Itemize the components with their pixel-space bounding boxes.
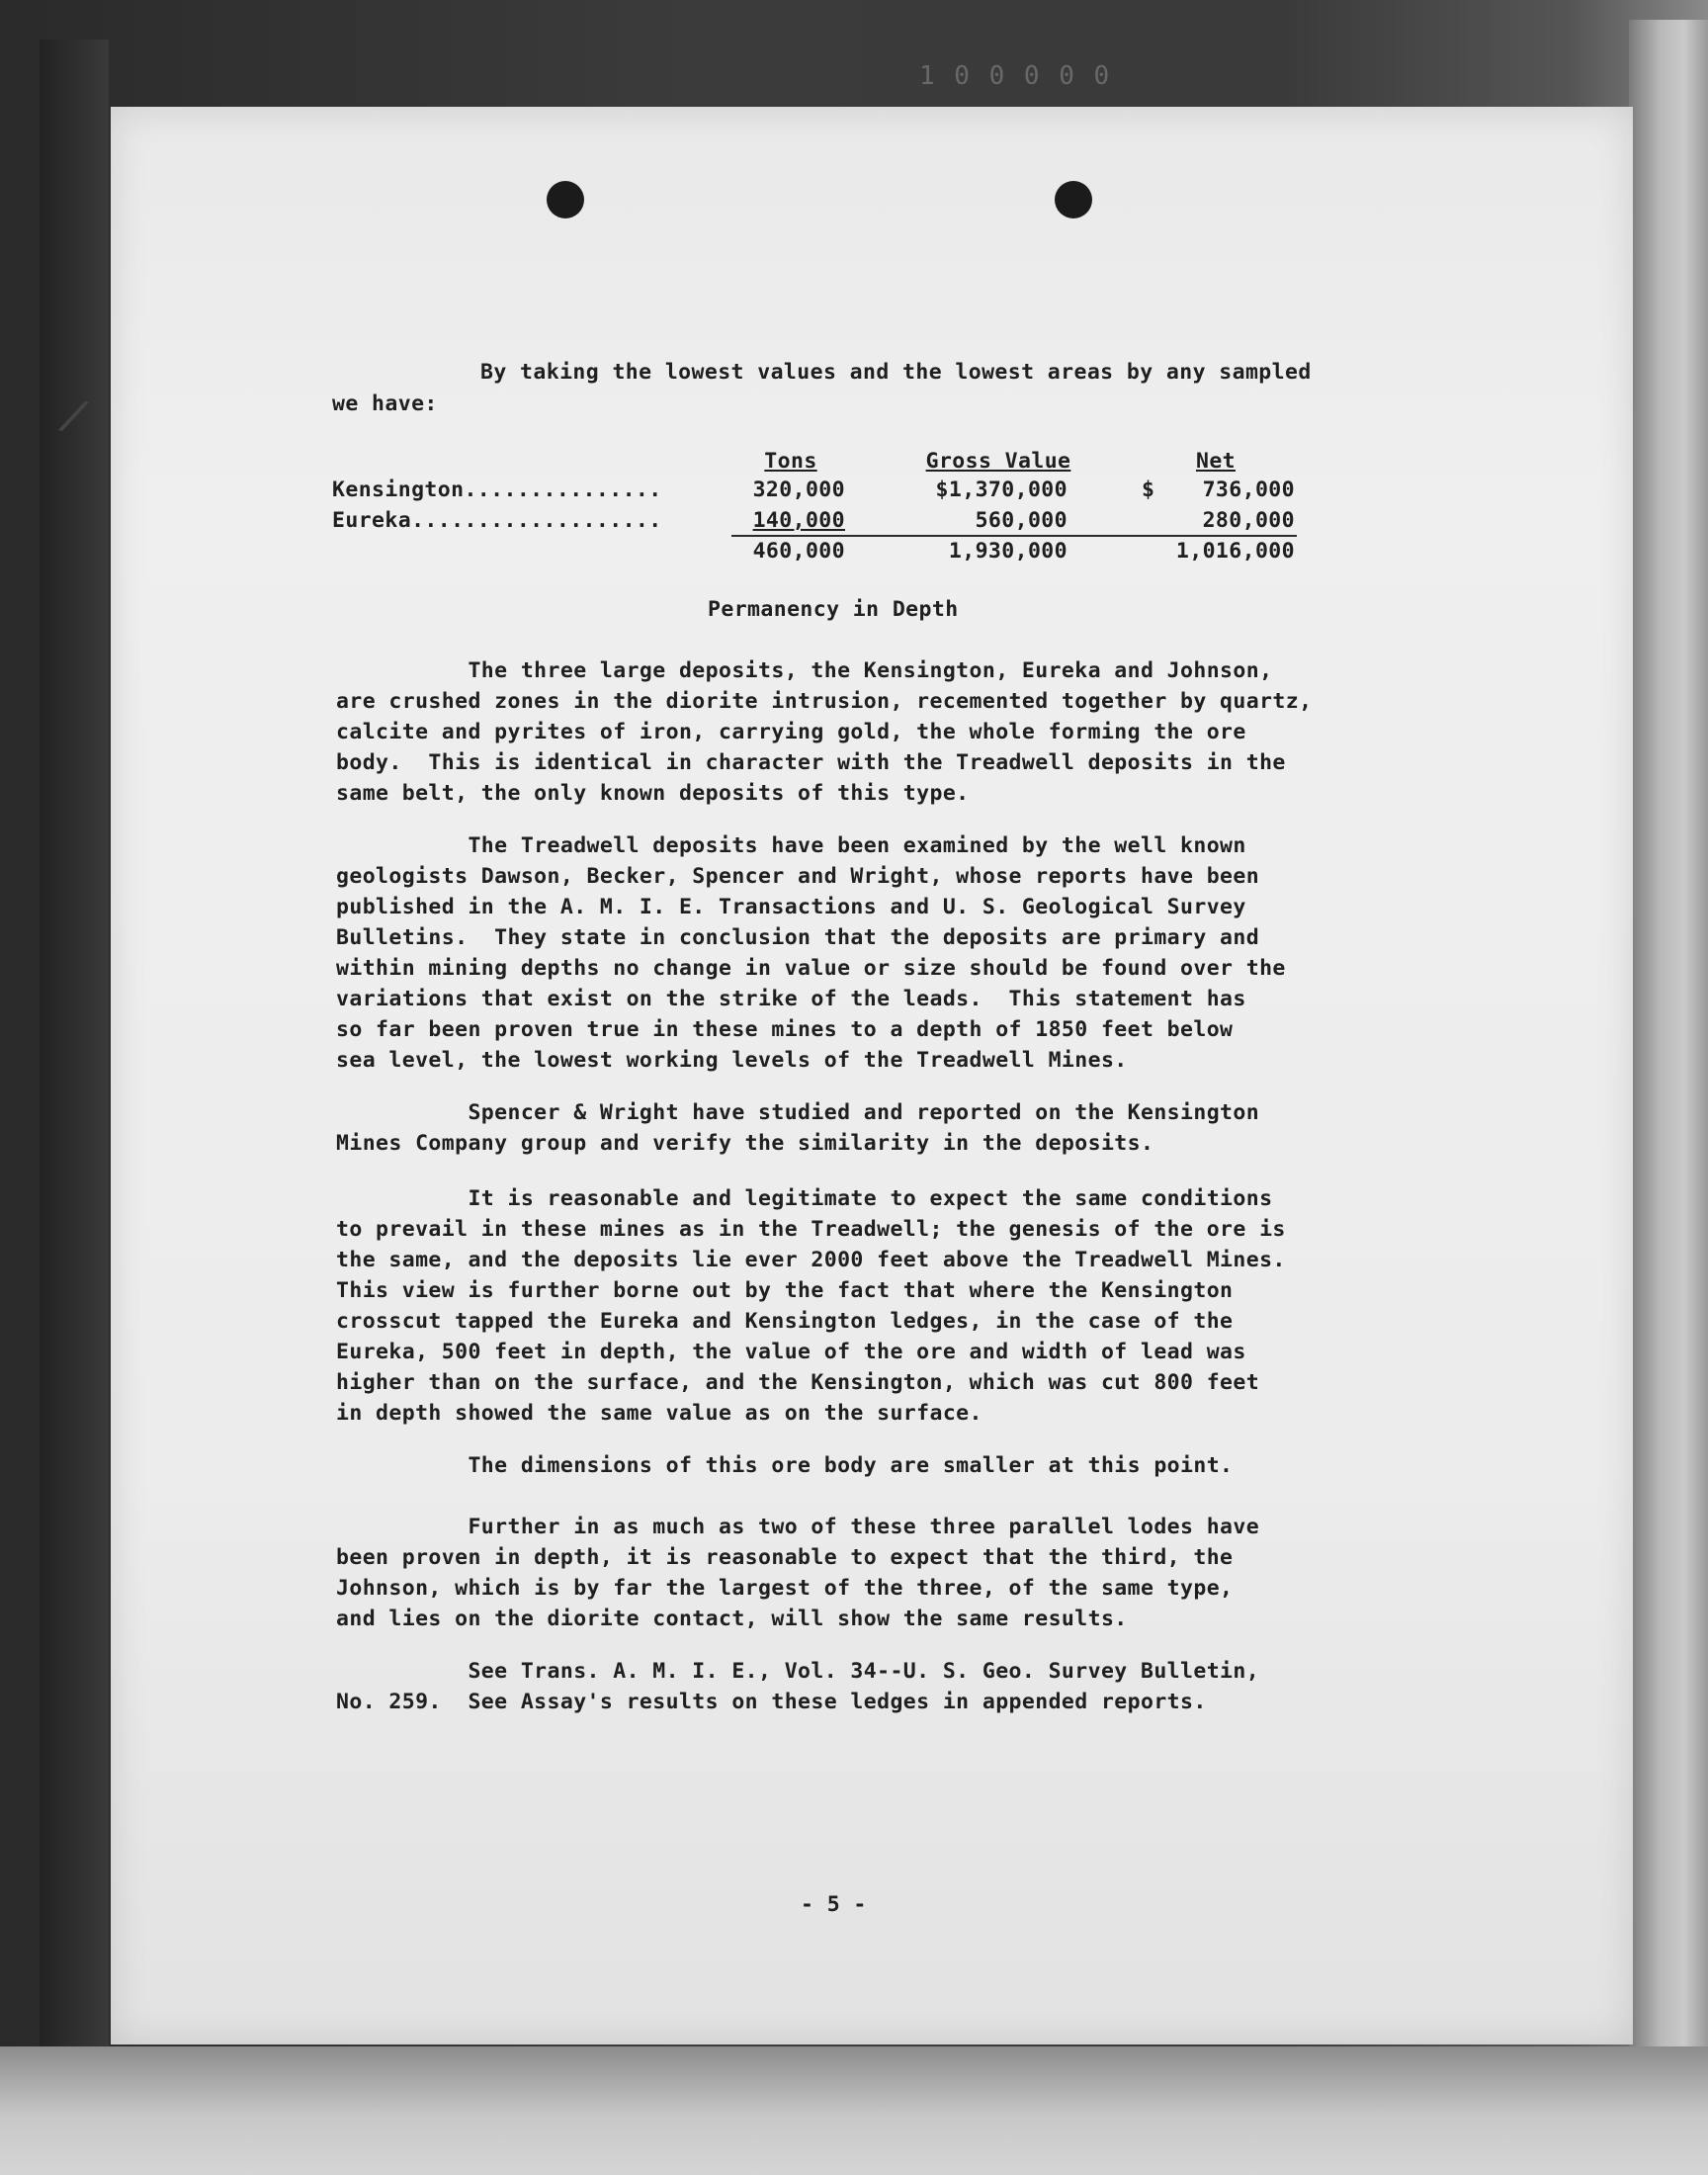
paragraph-line: body. This is identical in character with the Treadwell deposits in the (336, 750, 1286, 775)
intro-line-1: By taking the lowest values and the lowest areas by any sampled (480, 360, 1312, 385)
punch-hole-left (547, 181, 584, 218)
table-total-tons: 460,000 (752, 539, 845, 564)
scan-right-edge (1629, 20, 1708, 2175)
table-row-label: Eureka................... (332, 508, 662, 533)
paragraph-line: sea level, the lowest working levels of the Treadwell Mines. (336, 1048, 1128, 1073)
paragraph-line: within mining depths no change in value or size should be found over the (336, 956, 1286, 981)
paragraph-line: higher than on the surface, and the Kensington, which was cut 800 feet (336, 1370, 1260, 1395)
paragraph-line: and lies on the diorite contact, will show the same results. (336, 1607, 1128, 1631)
table-total-net: 1,016,000 (1175, 539, 1295, 564)
table-total-gross: 1,930,000 (948, 539, 1068, 564)
paragraph-line: Johnson, which is by far the largest of the three, of the same type, (336, 1576, 1234, 1601)
table-total-rule (731, 535, 1297, 537)
paragraph-line: Bulletins. They state in conclusion that the deposits are primary and (336, 925, 1260, 950)
table-row-label: Kensington............... (332, 478, 662, 502)
punch-hole-right (1055, 181, 1092, 218)
paragraph-line: The dimensions of this ore body are smaller at this point. (336, 1453, 1234, 1478)
paragraph-line: calcite and pyrites of iron, carrying gold, the whole forming the ore (336, 720, 1246, 744)
intro-line-2: we have: (332, 392, 438, 416)
paragraph-line: Mines Company group and verify the similarity in the deposits. (336, 1131, 1154, 1156)
bleed-through-text: 1 0 0 0 0 0 (919, 61, 1112, 91)
margin-mark: / (53, 388, 95, 444)
table-header-gross-value: Gross Value (925, 449, 1071, 474)
paragraph-line: so far been proven true in these mines to a depth of 1850 feet below (336, 1017, 1234, 1042)
table-header-tons: Tons (764, 449, 817, 474)
paragraph-line: published in the A. M. I. E. Transactions and U. S. Geological Survey (336, 895, 1246, 919)
page-number: - 5 - (801, 1892, 867, 1917)
section-title: Permanency in Depth (708, 597, 959, 622)
paragraph-line: Further in as much as two of these three parallel lodes have (336, 1515, 1260, 1539)
table-cell-gross: 560,000 (975, 508, 1068, 533)
paragraph-line: Spencer & Wright have studied and reported on the Kensington (336, 1100, 1260, 1125)
table-cell-net: 280,000 (1202, 508, 1295, 533)
paragraph-line: The Treadwell deposits have been examined by the well known (336, 833, 1246, 858)
paragraph-line: See Trans. A. M. I. E., Vol. 34--U. S. Geo. Survey Bulletin, (336, 1659, 1260, 1684)
table-cell-net: 736,000 (1202, 478, 1295, 502)
paragraph-line: to prevail in these mines as in the Treadwell; the genesis of the ore is (336, 1217, 1286, 1242)
paragraph-line: geologists Dawson, Becker, Spencer and Wright, whose reports have been (336, 864, 1260, 889)
paragraph-line: The three large deposits, the Kensington, Eureka and Johnson, (336, 658, 1273, 683)
table-cell-tons: 140,000 (752, 508, 845, 533)
scan-left-edge (40, 40, 109, 2046)
paragraph-line: variations that exist on the strike of the leads. This statement has (336, 987, 1246, 1011)
table-header-net: Net (1195, 449, 1237, 474)
paragraph-line: No. 259. See Assay's results on these ledges in appended reports. (336, 1690, 1207, 1714)
table-cell-gross: $1,370,000 (935, 478, 1068, 502)
table-cell-net-prefix: $ (1142, 478, 1155, 502)
paragraph-line: been proven in depth, it is reasonable to expect that the third, the (336, 1545, 1234, 1570)
paragraph-line: Eureka, 500 feet in depth, the value of the ore and width of lead was (336, 1340, 1246, 1364)
paragraph-line: are crushed zones in the diorite intrusion, recemented together by quartz, (336, 689, 1313, 714)
scan-bottom-edge (0, 2046, 1708, 2175)
paragraph-line: same belt, the only known deposits of this type. (336, 781, 970, 806)
paragraph-line: crosscut tapped the Eureka and Kensington ledges, in the case of the (336, 1309, 1234, 1334)
paragraph-line: the same, and the deposits lie ever 2000 feet above the Treadwell Mines. (336, 1248, 1286, 1272)
paragraph-line: This view is further borne out by the fact that where the Kensington (336, 1278, 1234, 1303)
paragraph-line: in depth showed the same value as on the surface. (336, 1401, 982, 1426)
table-cell-tons: 320,000 (752, 478, 845, 502)
paragraph-line: It is reasonable and legitimate to expect the same conditions (336, 1186, 1273, 1211)
